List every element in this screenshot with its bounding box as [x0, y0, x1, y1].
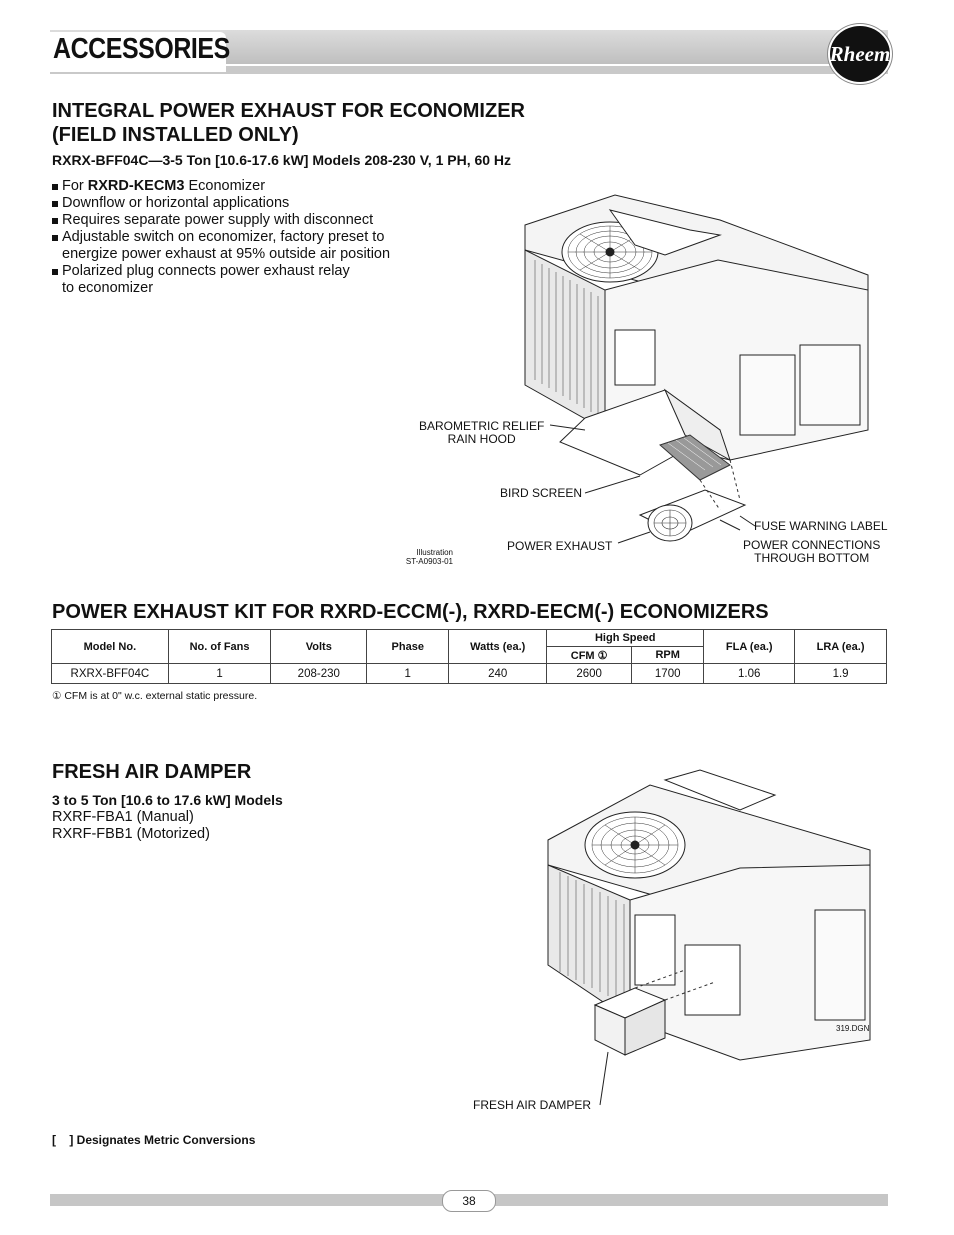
col-fla: FLA (ea.)	[704, 630, 795, 664]
label-power-connections: POWER CONNECTIONS THROUGH BOTTOM	[743, 538, 881, 565]
label-fresh-air-damper: FRESH AIR DAMPER	[473, 1098, 592, 1112]
label-rain-hood: BAROMETRIC RELIEF RAIN HOOD	[419, 419, 545, 446]
drawing-code: 319.DGN	[836, 1024, 870, 1033]
section-power-exhaust-title	[52, 99, 652, 147]
rheem-logo: Rheem	[828, 24, 892, 84]
cell-lra: 1.9	[795, 664, 887, 684]
label-bird-screen: BIRD SCREEN	[500, 486, 583, 500]
cell-model: RXRX-BFF04C	[52, 664, 169, 684]
list-item: Adjustable switch on economizer, factory preset to energize power exhaust at 95% outside air position	[52, 229, 452, 263]
spec-table	[51, 629, 887, 684]
col-lra: LRA (ea.)	[795, 630, 887, 664]
cell-watts: 240	[449, 664, 547, 684]
col-rpm: RPM	[632, 647, 704, 664]
table-footnote: ① CFM is at 0" w.c. external static pressure.	[52, 690, 258, 702]
col-high-speed: High Speed	[547, 630, 704, 647]
col-phase: Phase	[367, 630, 449, 664]
cell-cfm: 2600	[547, 664, 632, 684]
metric-note: [ ] Designates Metric Conversions	[52, 1133, 256, 1147]
damper-model-manual: RXRF-FBA1 (Manual)	[52, 809, 194, 825]
col-model: Model No.	[52, 630, 169, 664]
page-number: 38	[442, 1190, 496, 1212]
list-item: For RXRD-KECM3 Economizer	[52, 178, 452, 195]
section-title-line1: INTEGRAL POWER EXHAUST FOR ECONOMIZER	[52, 100, 525, 122]
cell-fans: 1	[168, 664, 271, 684]
damper-model-motorized: RXRF-FBB1 (Motorized)	[52, 826, 210, 842]
damper-models	[52, 792, 283, 843]
cell-fla: 1.06	[704, 664, 795, 684]
illustration-caption: Illustration ST-A0903-01	[405, 548, 453, 566]
feature-list	[52, 178, 452, 297]
page-title: ACCESSORIES	[53, 33, 230, 65]
section-subtitle: RXRX-BFF04C—3-5 Ton [10.6-17.6 kW] Models 208-230 V, 1 PH, 60 Hz	[52, 152, 512, 168]
table-row	[52, 664, 887, 684]
cell-rpm: 1700	[632, 664, 704, 684]
col-volts: Volts	[271, 630, 367, 664]
damper-subtitle: 3 to 5 Ton [10.6 to 17.6 kW] Models	[52, 792, 283, 808]
list-item: Polarized plug connects power exhaust relay to economizer	[52, 263, 452, 297]
section-title-line2: (FIELD INSTALLED ONLY)	[52, 124, 299, 146]
col-fans: No. of Fans	[168, 630, 271, 664]
section-kit-title: POWER EXHAUST KIT FOR RXRD-ECCM(-), RXRD-EECM(-) ECONOMIZERS	[52, 601, 769, 623]
list-item: Downflow or horizontal applications	[52, 195, 452, 212]
spec-table-wrapper	[51, 629, 887, 684]
list-item: Requires separate power supply with disconnect	[52, 212, 452, 229]
cell-volts: 208-230	[271, 664, 367, 684]
label-fuse-warning: FUSE WARNING LABEL	[754, 519, 888, 533]
col-cfm: CFM ①	[547, 647, 632, 664]
section-damper-title: FRESH AIR DAMPER	[52, 761, 252, 783]
label-power-exhaust: POWER EXHAUST	[507, 539, 613, 553]
fresh-air-damper-illustration	[540, 760, 890, 1115]
cell-phase: 1	[367, 664, 449, 684]
col-watts: Watts (ea.)	[449, 630, 547, 664]
